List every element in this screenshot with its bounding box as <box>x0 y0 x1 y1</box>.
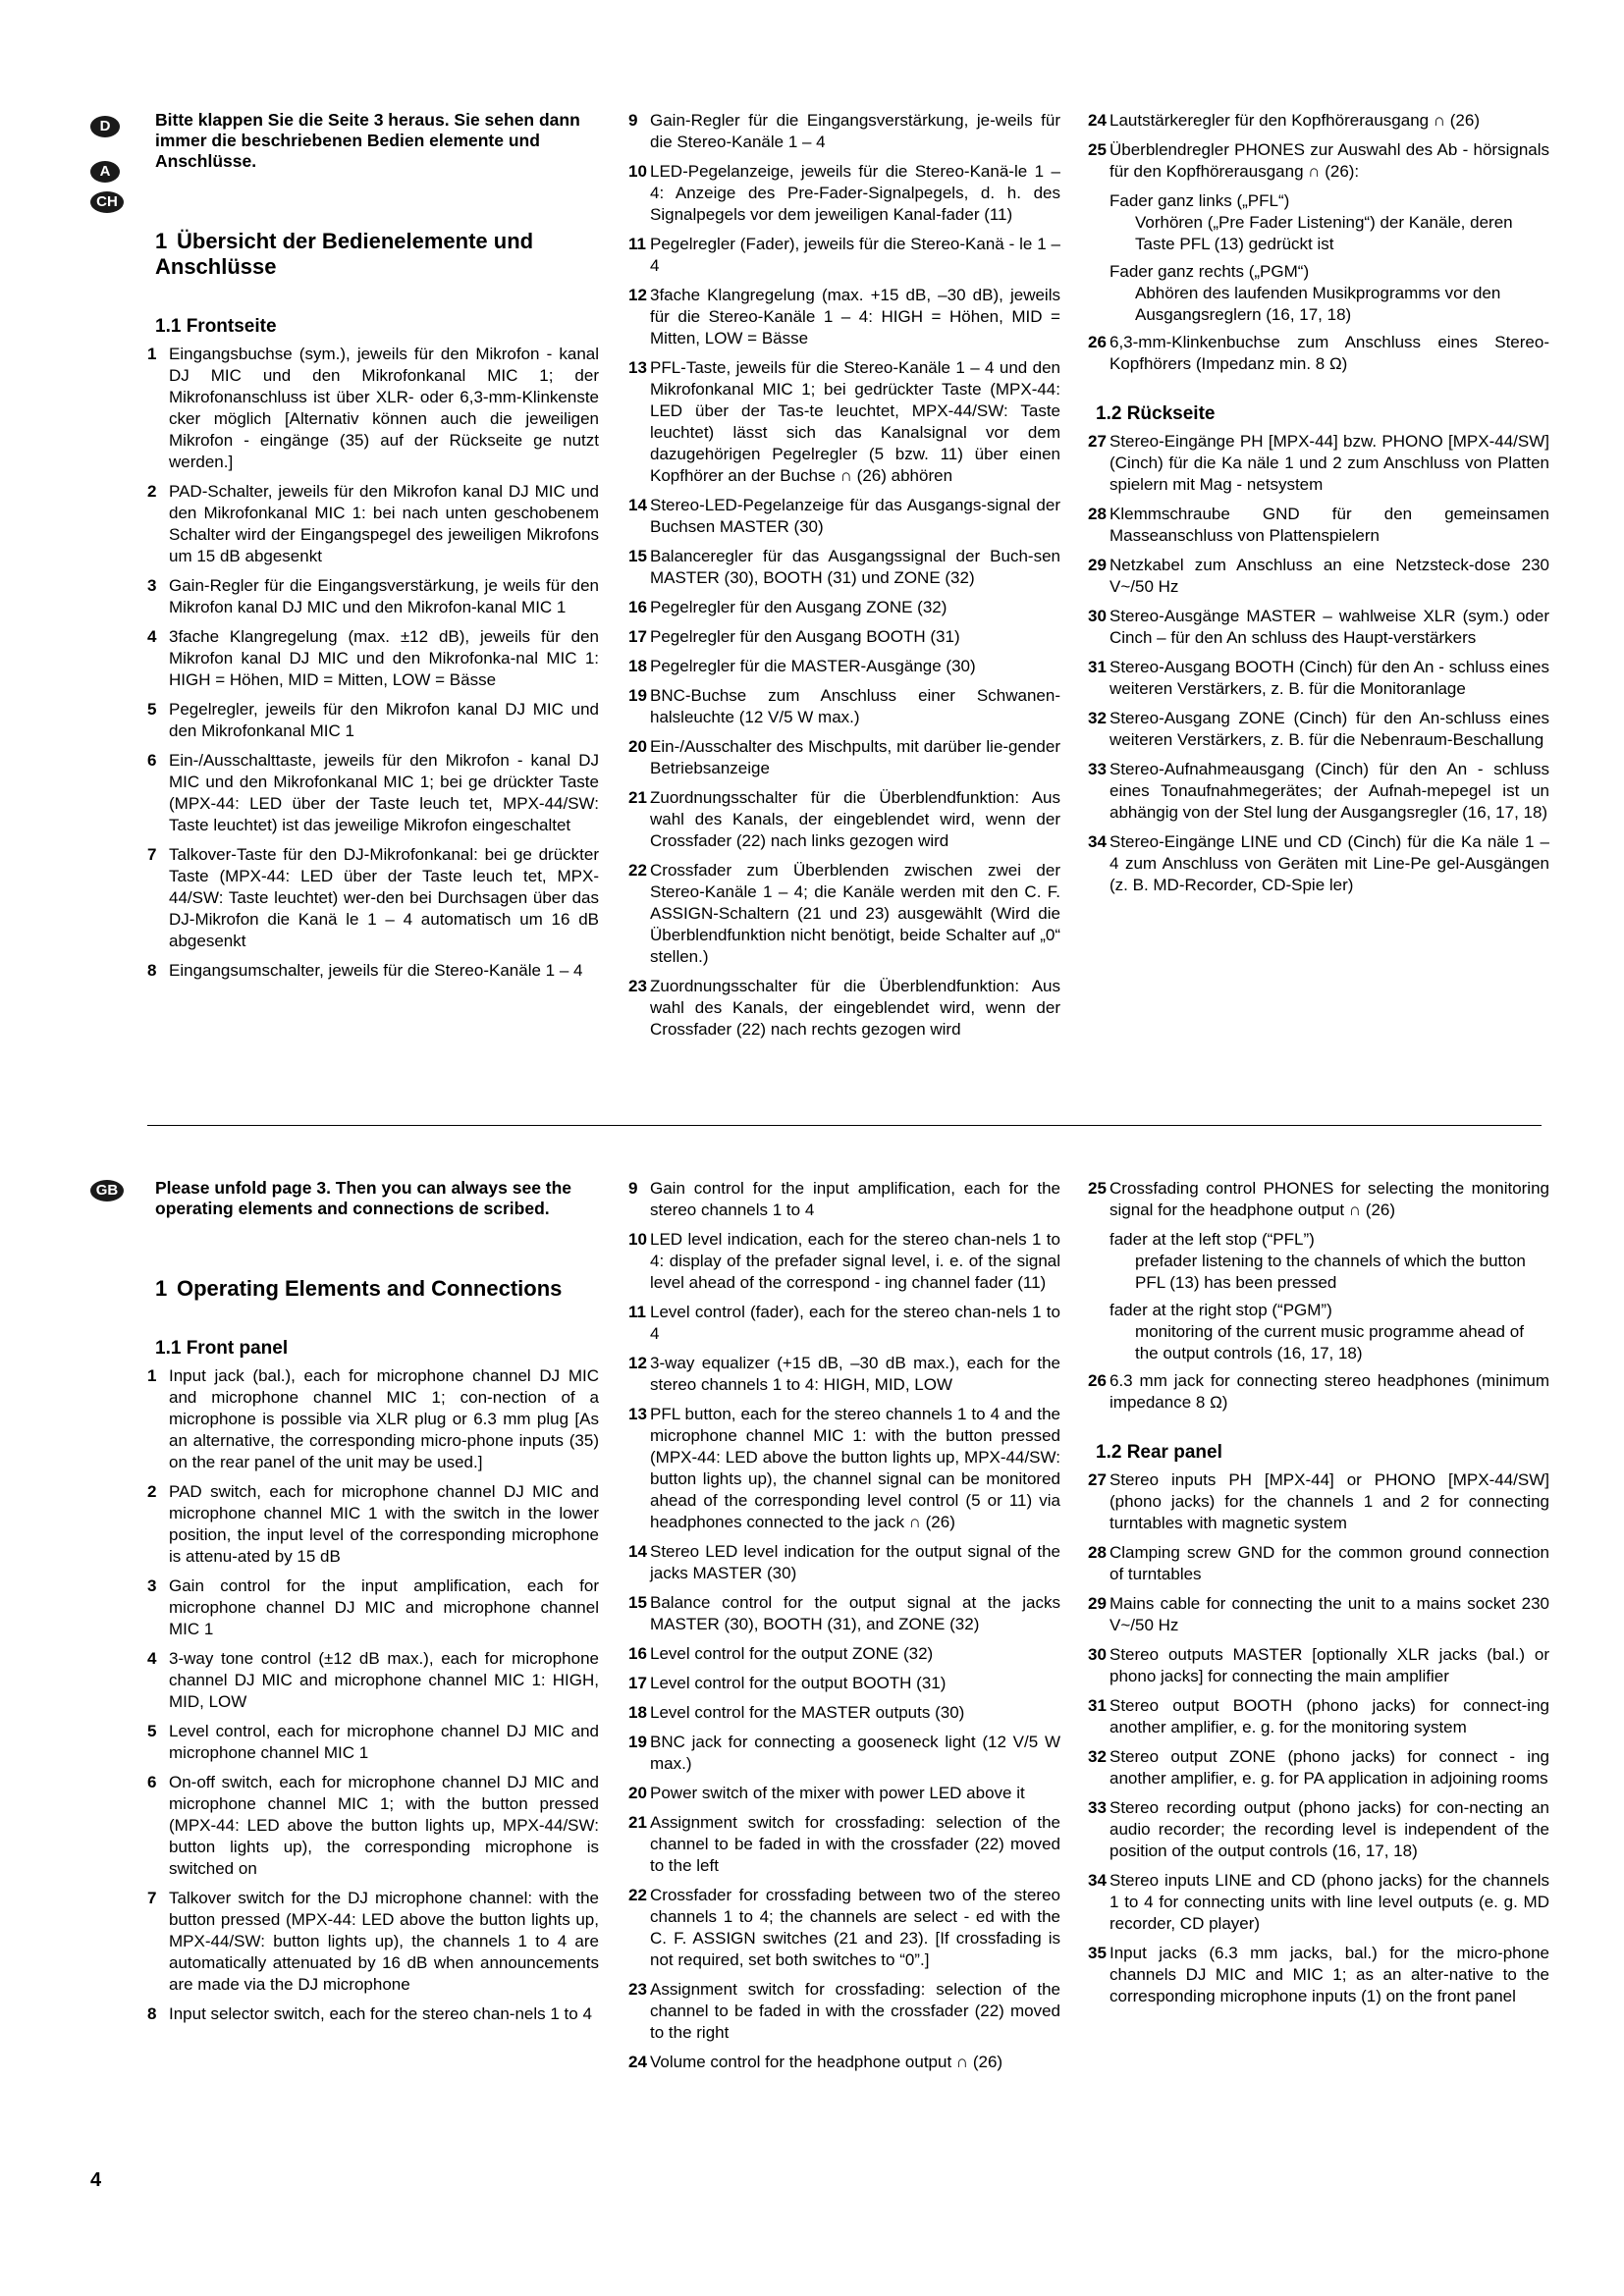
list-item <box>1088 431 1549 496</box>
item-number: 16 <box>628 1644 647 1663</box>
item-text: Level control (fader), each for the stereo chan-nels 1 to 4 <box>650 1303 1060 1343</box>
list-item <box>628 860 1060 968</box>
item-number: 25 <box>1088 1179 1107 1198</box>
item-number: 26 <box>1088 1371 1107 1390</box>
en-heading-num: 1 <box>155 1276 168 1301</box>
item-number: 11 <box>628 1303 646 1321</box>
list-item <box>147 1648 599 1713</box>
item-number: 7 <box>147 1889 157 1907</box>
item-text: 3fache Klangregelung (max. +15 dB, –30 dB), jeweils für die Stereo-Kanäle 1 – 4: HIGH = Höhen, MID = Mitten, LOW = Bässe <box>650 286 1060 347</box>
de-list-b <box>628 110 1060 1041</box>
item-text: Stereo-LED-Pegelanzeige für das Ausgangs-signal der Buchsen MASTER (30) <box>650 496 1060 536</box>
list-item <box>628 1732 1060 1775</box>
list-item <box>628 1302 1060 1345</box>
de-lead: Bitte klappen Sie die Seite 3 heraus. Sie sehen dann immer die beschriebenen Bedien elemente und Anschlüsse. <box>155 110 580 171</box>
item-number: 24 <box>628 2053 647 2071</box>
item-text: Ein-/Ausschalttaste, jeweils für den Mikrofon - kanal DJ MIC und den Mikrofonkanal MIC 1; bei ge drückter Taste (MPX-44: LED über der Taste leuch tet, MPX-44/SW: Taste leuchtet) ist das jeweilige Mikrofon eingeschaltet <box>169 751 599 834</box>
list-item <box>628 736 1060 779</box>
item-number: 9 <box>628 1179 638 1198</box>
item-text: Volume control for the headphone output ∩ (26) <box>650 2053 1003 2071</box>
de-list-e <box>1088 431 1549 896</box>
de-heading-text: Übersicht der Bedienelemente und Anschlüsse <box>155 229 534 279</box>
item-number: 20 <box>628 737 647 756</box>
section-divider <box>147 1125 1542 1126</box>
item-number: 6 <box>147 751 157 770</box>
item-number: 34 <box>1088 832 1107 851</box>
item-text: Eingangsumschalter, jeweils für die Stereo-Kanäle 1 – 4 <box>169 961 583 980</box>
item-text: Crossfader zum Überblenden zwischen zwei der Stereo-Kanäle 1 – 4; die Kanäle werden mit den C. F. ASSIGN-Schaltern (21 und 23) ausgewählt (Wird die Überblendfunktion nicht benötigt, beide Schalter auf „0“ stellen.) <box>650 861 1060 966</box>
item-text: 6,3-mm-Klinkenbuchse zum Anschluss eines Stereo-Kopfhörers (Impedanz min. 8 Ω) <box>1110 333 1549 373</box>
list-item <box>147 2003 599 2025</box>
list-item <box>628 1541 1060 1584</box>
list-item <box>628 1353 1060 1396</box>
en-heading-text: Operating Elements and Connections <box>177 1276 563 1301</box>
item-text: Talkover switch for the DJ microphone channel: with the button pressed (MPX-44: LED above the button lights up, MPX-44/SW: button lights up), the channels 1 to 4 are automatically attenuated by 16 dB when announcements are made via the DJ microphone <box>169 1889 599 1994</box>
list-item <box>628 2052 1060 2073</box>
item-number: 27 <box>1088 1470 1107 1489</box>
list-item <box>1088 1178 1549 1221</box>
item-text: 3fache Klangregelung (max. ±12 dB), jeweils für den Mikrofon kanal DJ MIC und den Mikrofonka-nal MIC 1: HIGH = Höhen, MID = Mitten, LOW = Bässe <box>169 627 599 689</box>
item-number: 27 <box>1088 432 1107 451</box>
item-text: Stereo recording output (phono jacks) for con-necting an audio recorder; the recording level is independent of the position of the output controls (16, 17, 18) <box>1110 1798 1549 1860</box>
item-number: 21 <box>628 788 647 807</box>
page-number: 4 <box>90 2169 102 2191</box>
item-number: 25 <box>1088 140 1107 159</box>
item-number: 16 <box>628 598 647 616</box>
en-list-b <box>628 1178 1060 2073</box>
item-number: 32 <box>1088 1747 1107 1766</box>
list-item <box>147 844 599 952</box>
item-text: Stereo LED level indication for the output signal of the jacks MASTER (30) <box>650 1542 1060 1582</box>
list-item <box>628 1229 1060 1294</box>
item-number: 9 <box>628 111 638 130</box>
item-text: Stereo output ZONE (phono jacks) for connect - ing another amplifier, e. g. for PA application in adjoining rooms <box>1110 1747 1549 1788</box>
item-text: Gain control for the input amplification, each for microphone channel DJ MIC and microphone channel MIC 1 <box>169 1576 599 1638</box>
list-item <box>628 110 1060 153</box>
item-number: 32 <box>1088 709 1107 727</box>
item-text: LED level indication, each for the stereo chan-nels 1 to 4: display of the prefader signal level, i. e. of the signal level ahead of the correspond - ing channel fader (11) <box>650 1230 1060 1292</box>
sub-entry-text: Abhören des laufenden Musikprogramms vor den Ausgangsreglern (16, 17, 18) <box>1135 284 1501 324</box>
item-text: On-off switch, each for microphone channel DJ MIC and microphone channel MIC 1; with the button pressed (MPX-44: LED above the button lights up, MPX-44/SW: button lights up), the corresponding microphone is switched on <box>169 1773 599 1878</box>
item-number: 29 <box>1088 1594 1107 1613</box>
item-number: 1 <box>147 345 157 363</box>
item-text: Level control for the output ZONE (32) <box>650 1644 934 1663</box>
item-number: 22 <box>628 1886 647 1904</box>
item-number: 30 <box>1088 607 1107 625</box>
item-number: 10 <box>628 162 647 181</box>
list-item <box>1088 1542 1549 1585</box>
en-list-d <box>1088 1370 1549 1414</box>
sub-entry-label: fader at the left stop (“PFL”) <box>1110 1230 1315 1249</box>
en-column-1 <box>147 1178 599 2033</box>
item-text: Stereo-Ausgang BOOTH (Cinch) für den An - schluss eines weiteren Verstärkers, z. B. für die Monitoranlage <box>1110 658 1549 698</box>
item-text: Crossfader for crossfading between two of the stereo channels 1 to 4; the channels are select - ed with the C. F. ASSIGN switches (21 and 23). [If crossfading is not required, set both switches to “0”.] <box>650 1886 1060 1969</box>
item-text: Power switch of the mixer with power LED above it <box>650 1784 1025 1802</box>
list-item <box>628 685 1060 728</box>
item-text: Gain control for the input amplification, each for the stereo channels 1 to 4 <box>650 1179 1060 1219</box>
de-heading-1 <box>155 229 599 280</box>
item-text: Pegelregler für den Ausgang BOOTH (31) <box>650 627 960 646</box>
item-text: PAD switch, each for microphone channel DJ MIC and microphone channel MIC 1 with the switch in the lower position, the input level of the corresponding microphone is attenu-ated by 15 dB <box>169 1482 599 1566</box>
item-number: 10 <box>628 1230 647 1249</box>
list-item <box>147 1575 599 1640</box>
list-item <box>1088 657 1549 700</box>
list-item <box>1088 110 1549 132</box>
en-list-c <box>1088 1178 1549 1221</box>
item-text: Gain-Regler für die Eingangsverstärkung, je-weils für die Stereo-Kanäle 1 – 4 <box>650 111 1060 151</box>
badge-d: D <box>90 116 120 137</box>
item-number: 19 <box>628 686 647 705</box>
item-number: 4 <box>147 627 157 646</box>
sub-entry <box>1110 261 1549 326</box>
item-text: Stereo-Ausgänge MASTER – wahlweise XLR (sym.) oder Cinch – für den An schluss des Haupt-verstärkers <box>1110 607 1549 647</box>
list-item <box>628 976 1060 1041</box>
item-number: 1 <box>147 1366 157 1385</box>
de-column-2 <box>628 110 1060 1048</box>
list-item <box>628 357 1060 487</box>
item-text: BNC-Buchse zum Anschluss einer Schwanen-halsleuchte (12 V/5 W max.) <box>650 686 1060 726</box>
item-text: Lautstärkeregler für den Kopfhörerausgang ∩ (26) <box>1110 111 1480 130</box>
item-text: Assignment switch for crossfading: selection of the channel to be faded in with the crossfader (22) moved to the right <box>650 1980 1060 2042</box>
en-heading-front: 1.1 Front panel <box>155 1338 289 1359</box>
list-item <box>147 1721 599 1764</box>
list-item <box>628 1404 1060 1533</box>
item-text: Stereo-Eingänge LINE und CD (Cinch) für die Ka näle 1 – 4 zum Anschluss von Geräten mit Line-Pe gel-Ausgängen (z. B. MD-Recorder, CD-Spie ler) <box>1110 832 1549 894</box>
item-number: 30 <box>1088 1645 1107 1664</box>
list-item <box>147 1888 599 1996</box>
list-item <box>628 787 1060 852</box>
en-list-a <box>147 1365 599 2025</box>
list-item <box>628 626 1060 648</box>
list-item <box>628 656 1060 677</box>
item-text: 3-way tone control (±12 dB max.), each for microphone channel DJ MIC and microphone channel MIC 1: HIGH, MID, LOW <box>169 1649 599 1711</box>
list-item <box>1088 1469 1549 1534</box>
de-sub25 <box>1088 190 1549 326</box>
list-item <box>628 1885 1060 1971</box>
en-heading-1 <box>155 1276 599 1302</box>
list-item <box>1088 1797 1549 1862</box>
sub-entry-text: prefader listening to the channels of which the button PFL (13) has been pressed <box>1135 1252 1526 1292</box>
item-number: 14 <box>628 496 647 514</box>
item-text: Stereo-Aufnahmeausgang (Cinch) für den An - schluss eines Tonaufnahmegerätes; der Aufnah-mepegel ist un abhängig von der Stel lung der Ausgangsregler (16, 17, 18) <box>1110 760 1549 822</box>
item-text: Input jack (bal.), each for microphone channel DJ MIC and microphone channel MIC 1; con-nection of a microphone is possible via XLR plug or 6.3 mm plug [As an alternative, the corresponding micro-phone inputs (35) on the rear panel of the unit may be used.] <box>169 1366 599 1471</box>
list-item <box>628 597 1060 618</box>
item-text: Stereo outputs MASTER [optionally XLR jacks (bal.) or phono jacks] for connecting the main amplifier <box>1110 1645 1549 1685</box>
item-number: 17 <box>628 627 647 646</box>
section-german <box>0 110 1624 1101</box>
item-text: Ein-/Ausschalter des Mischpults, mit darüber lie-gender Betriebsanzeige <box>650 737 1060 777</box>
item-number: 29 <box>1088 556 1107 574</box>
item-number: 31 <box>1088 658 1107 676</box>
item-text: Überblendregler PHONES zur Auswahl des Ab - hörsignals für den Kopfhörerausgang ∩ (26): <box>1110 140 1549 181</box>
item-text: 3-way equalizer (+15 dB, –30 dB max.), each for the stereo channels 1 to 4: HIGH, MID, LOW <box>650 1354 1060 1394</box>
de-list-d <box>1088 332 1549 375</box>
item-text: Stereo inputs LINE and CD (phono jacks) for the channels 1 to 4 for connecting units with line level outputs (e. g. MD recorder, CD player) <box>1110 1871 1549 1933</box>
item-number: 8 <box>147 961 157 980</box>
item-number: 19 <box>628 1733 647 1751</box>
item-number: 15 <box>628 1593 647 1612</box>
item-text: Netzkabel zum Anschluss an eine Netzsteck-dose 230 V~/50 Hz <box>1110 556 1549 596</box>
list-item <box>628 285 1060 349</box>
list-item <box>1088 1746 1549 1789</box>
item-number: 17 <box>628 1674 647 1692</box>
list-item <box>147 344 599 473</box>
list-item <box>1088 708 1549 751</box>
item-text: Pegelregler, jeweils für den Mikrofon kanal DJ MIC und den Mikrofonkanal MIC 1 <box>169 700 599 740</box>
de-list-c <box>1088 110 1549 183</box>
item-text: Level control for the MASTER outputs (30) <box>650 1703 965 1722</box>
list-item <box>628 495 1060 538</box>
item-number: 11 <box>628 235 646 253</box>
item-text: Pegelregler (Fader), jeweils für die Stereo-Kanä - le 1 – 4 <box>650 235 1060 275</box>
de-heading-num: 1 <box>155 229 168 253</box>
en-lead: Please unfold page 3. Then you can always see the operating elements and connections de scribed. <box>155 1178 572 1218</box>
item-text: Input selector switch, each for the stereo chan-nels 1 to 4 <box>169 2004 592 2023</box>
list-item <box>1088 504 1549 547</box>
item-text: LED-Pegelanzeige, jeweils für die Stereo-Kanä-le 1 – 4: Anzeige des Pre-Fader-Signalpegels, d. h. des Signalpegels vor dem jeweiligen Kanal-fader (11) <box>650 162 1060 224</box>
item-text: BNC jack for connecting a gooseneck light (12 V/5 W max.) <box>650 1733 1060 1773</box>
list-item <box>147 1365 599 1473</box>
sub-entry-label: Fader ganz rechts („PGM“) <box>1110 262 1310 281</box>
list-item <box>628 1979 1060 2044</box>
item-number: 12 <box>628 286 647 304</box>
list-item <box>147 960 599 982</box>
list-item <box>1088 831 1549 896</box>
item-number: 34 <box>1088 1871 1107 1890</box>
item-text: Gain-Regler für die Eingangsverstärkung, je weils für den Mikrofon kanal DJ MIC und den Mikrofon-kanal MIC 1 <box>169 576 599 616</box>
en-column-2 <box>628 1178 1060 2081</box>
item-number: 2 <box>147 1482 157 1501</box>
item-text: Level control, each for microphone channel DJ MIC and microphone channel MIC 1 <box>169 1722 599 1762</box>
item-text: PFL button, each for the stereo channels 1 to 4 and the microphone channel MIC 1: with the button pressed (MPX-44: LED above the button lights up, MPX-44/SW: button lights up), the channel signal can be monitored ahead of the corresponding level control (5 or 11) via headphones connected to the jack ∩ (26) <box>650 1405 1060 1531</box>
item-number: 13 <box>628 358 647 377</box>
item-text: Klemmschraube GND für den gemeinsamen Masseanschluss von Plattenspielern <box>1110 505 1549 545</box>
list-item <box>628 1812 1060 1877</box>
de-column-3 <box>1088 110 1549 904</box>
item-text: Mains cable for connecting the unit to a mains socket 230 V~/50 Hz <box>1110 1594 1549 1634</box>
sub-entry-label: fader at the right stop (“PGM”) <box>1110 1301 1332 1319</box>
item-text: 6.3 mm jack for connecting stereo headphones (minimum impedance 8 Ω) <box>1110 1371 1549 1412</box>
item-text: Zuordnungsschalter für die Überblendfunktion: Aus wahl des Kanals, der eingeblendet wird, wenn der Crossfader (22) nach links gezogen wird <box>650 788 1060 850</box>
section-english <box>0 1178 1624 2179</box>
en-heading-rear: 1.2 Rear panel <box>1096 1442 1222 1463</box>
en-list-e <box>1088 1469 1549 2007</box>
list-item <box>147 699 599 742</box>
item-text: Balance control for the output signal at the jacks MASTER (30), BOOTH (31), and ZONE (32) <box>650 1593 1060 1633</box>
item-text: Crossfading control PHONES for selecting the monitoring signal for the headphone output ∩ (26) <box>1110 1179 1549 1219</box>
item-text: PFL-Taste, jeweils für die Stereo-Kanäle 1 – 4 und den Mikrofonkanal MIC 1; bei gedrückter Taste (MPX-44: LED über der Tas-te leuchtet, MPX-44/SW: Taste leuchtet) lässt sich das Kanalsignal vor dem dazugehörigen Pegelregler (5 bzw. 11) über einen Kopfhörer an der Buchse ∩ (26) abhören <box>650 358 1060 485</box>
item-number: 5 <box>147 700 157 719</box>
list-item <box>628 234 1060 277</box>
de-heading-front: 1.1 Frontseite <box>155 316 277 337</box>
list-item <box>147 481 599 567</box>
list-item <box>628 1673 1060 1694</box>
item-number: 18 <box>628 657 647 675</box>
item-number: 15 <box>628 547 647 565</box>
list-item <box>1088 332 1549 375</box>
item-number: 7 <box>147 845 157 864</box>
item-number: 2 <box>147 482 157 501</box>
item-number: 24 <box>1088 111 1107 130</box>
sub-entry-text: Vorhören („Pre Fader Listening“) der Kanäle, deren Taste PFL (13) gedrückt ist <box>1135 213 1513 253</box>
list-item <box>147 1772 599 1880</box>
sub-entry-label: Fader ganz links („PFL“) <box>1110 191 1290 210</box>
badge-ch: CH <box>90 191 124 213</box>
item-number: 18 <box>628 1703 647 1722</box>
list-item <box>628 1592 1060 1635</box>
badge-a: A <box>90 161 120 183</box>
item-text: Stereo inputs PH [MPX-44] or PHONO [MPX-44/SW] (phono jacks) for the channels 1 and 2 for connecting turntables with magnetic system <box>1110 1470 1549 1532</box>
sub-entry <box>1110 1229 1549 1294</box>
list-item <box>628 1178 1060 1221</box>
item-number: 8 <box>147 2004 157 2023</box>
list-item <box>628 546 1060 589</box>
item-number: 28 <box>1088 505 1107 523</box>
list-item <box>147 626 599 691</box>
item-number: 5 <box>147 1722 157 1740</box>
list-item <box>1088 1370 1549 1414</box>
item-text: Assignment switch for crossfading: selection of the channel to be faded in with the crossfader (22) moved to the left <box>650 1813 1060 1875</box>
item-number: 26 <box>1088 333 1107 351</box>
item-number: 6 <box>147 1773 157 1791</box>
item-number: 23 <box>628 1980 647 1999</box>
list-item <box>147 750 599 836</box>
list-item <box>628 161 1060 226</box>
list-item <box>1088 139 1549 183</box>
item-number: 12 <box>628 1354 647 1372</box>
list-item <box>1088 606 1549 649</box>
item-number: 22 <box>628 861 647 880</box>
item-text: Zuordnungsschalter für die Überblendfunktion: Aus wahl des Kanals, der eingeblendet wird, wenn der Crossfader (22) nach rechts gezogen wird <box>650 977 1060 1039</box>
item-text: Eingangsbuchse (sym.), jeweils für den Mikrofon - kanal DJ MIC und den Mikrofonkanal MIC 1; der Mikrofonanschluss ist über XLR- oder 6,3-mm-Klinkenste cker möglich [Alternativ können auch die jeweiligen Mikrofon - eingänge (35) auf der Rückseite ge nutzt werden.] <box>169 345 599 471</box>
item-number: 20 <box>628 1784 647 1802</box>
item-text: Stereo-Ausgang ZONE (Cinch) für den An-schluss eines weiteren Verstärkers, z. B. für die Nebenraum-Beschallung <box>1110 709 1549 749</box>
list-item <box>1088 1695 1549 1738</box>
de-heading-rear: 1.2 Rückseite <box>1096 403 1216 424</box>
list-item <box>1088 1943 1549 2007</box>
item-number: 33 <box>1088 760 1107 778</box>
sub-entry-text: monitoring of the current music programme ahead of the output controls (16, 17, 18) <box>1135 1322 1524 1362</box>
sub-entry <box>1110 1300 1549 1364</box>
de-list-a <box>147 344 599 982</box>
item-number: 14 <box>628 1542 647 1561</box>
de-column-1 <box>147 110 599 989</box>
item-text: Level control for the output BOOTH (31) <box>650 1674 947 1692</box>
list-item <box>147 575 599 618</box>
item-number: 23 <box>628 977 647 995</box>
list-item <box>628 1643 1060 1665</box>
item-text: Input jacks (6.3 mm jacks, bal.) for the micro-phone channels DJ MIC and MIC 1; as an alter-native to the corresponding microphone inputs (1) on the front panel <box>1110 1944 1549 2005</box>
item-text: Balanceregler für das Ausgangssignal der Buch-sen MASTER (30), BOOTH (31) und ZONE (32) <box>650 547 1060 587</box>
item-text: Clamping screw GND for the common ground connection of turntables <box>1110 1543 1549 1583</box>
item-text: Stereo output BOOTH (phono jacks) for connect-ing another amplifier, e. g. for the monitoring system <box>1110 1696 1549 1736</box>
list-item <box>147 1481 599 1568</box>
item-number: 4 <box>147 1649 157 1668</box>
list-item <box>628 1702 1060 1724</box>
item-text: Pegelregler für den Ausgang ZONE (32) <box>650 598 947 616</box>
item-number: 3 <box>147 576 157 595</box>
list-item <box>1088 555 1549 598</box>
item-number: 3 <box>147 1576 157 1595</box>
item-number: 33 <box>1088 1798 1107 1817</box>
list-item <box>1088 759 1549 824</box>
en-sub25 <box>1088 1229 1549 1364</box>
item-number: 28 <box>1088 1543 1107 1562</box>
item-text: Stereo-Eingänge PH [MPX-44] bzw. PHONO [MPX-44/SW] (Cinch) für die Ka näle 1 und 2 zum Anschluss von Platten spielern mit Mag - netsystem <box>1110 432 1549 494</box>
item-text: Pegelregler für die MASTER-Ausgänge (30) <box>650 657 976 675</box>
item-text: Talkover-Taste für den DJ-Mikrofonkanal: bei ge drückter Taste (MPX-44: LED über der Taste leuch tet, MPX-44/SW: Taste leuchtet) wer-den bei Durchsagen über das DJ-Mikrofon die Kanä le 1 – 4 automatisch um 16 dB abgesenkt <box>169 845 599 950</box>
badge-gb: GB <box>90 1180 124 1201</box>
item-number: 21 <box>628 1813 647 1832</box>
en-column-3 <box>1088 1178 1549 2015</box>
list-item <box>1088 1593 1549 1636</box>
item-number: 31 <box>1088 1696 1107 1715</box>
sub-entry <box>1110 190 1549 255</box>
list-item <box>1088 1644 1549 1687</box>
list-item <box>1088 1870 1549 1935</box>
list-item <box>628 1783 1060 1804</box>
item-number: 13 <box>628 1405 647 1423</box>
item-number: 35 <box>1088 1944 1107 1962</box>
item-text: PAD-Schalter, jeweils für den Mikrofon kanal DJ MIC und den Mikrofonkanal MIC 1: bei nach unten geschobenem Schalter wird der Eingangspegel des jeweiligen Mikrofons um 15 dB abgesenkt <box>169 482 599 565</box>
